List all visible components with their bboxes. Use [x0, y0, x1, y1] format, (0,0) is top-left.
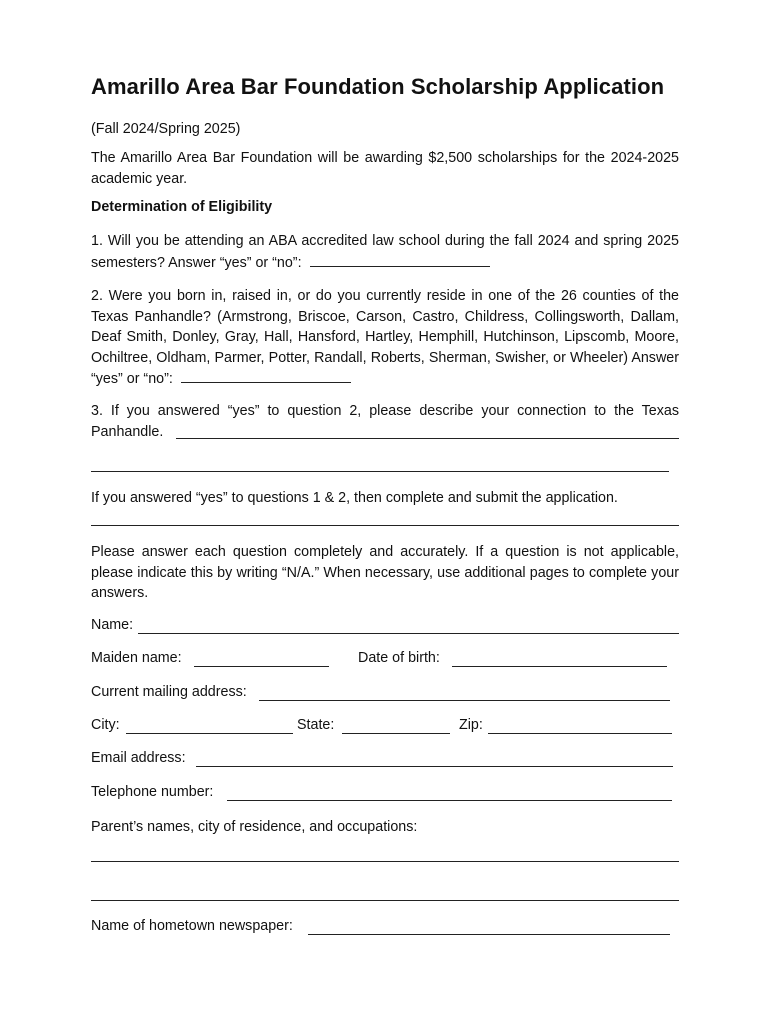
- newspaper-label: Name of hometown newspaper:: [91, 918, 293, 934]
- question-1-text: 1. Will you be attending an ABA accredited law school during the fall 2024 and spring 2025 semesters? Answer “yes” or “no”:: [91, 233, 679, 271]
- maiden-name-label: Maiden name:: [91, 650, 182, 666]
- instructions-paragraph: Please answer each question completely and accurately. If a question is not applicable, please indicate this by writing “N/A.” When necessary, use additional pages to complete your answers.: [91, 544, 679, 601]
- zip-field[interactable]: [488, 733, 672, 734]
- question-3: [91, 401, 679, 442]
- parents-field-line-1[interactable]: [91, 861, 679, 862]
- telephone-field[interactable]: [227, 800, 672, 801]
- eligibility-heading: Determination of Eligibility: [91, 199, 273, 215]
- state-label: State:: [297, 717, 335, 733]
- maiden-name-field[interactable]: [194, 666, 329, 667]
- name-field[interactable]: [138, 633, 679, 634]
- question-2-answer-field[interactable]: [181, 368, 351, 383]
- mailing-address-label: Current mailing address:: [91, 684, 247, 700]
- newspaper-field[interactable]: [308, 934, 670, 935]
- state-field[interactable]: [342, 733, 450, 734]
- proceed-divider: [91, 525, 679, 526]
- page-title: Amarillo Area Bar Foundation Scholarship Application: [91, 74, 665, 99]
- telephone-label: Telephone number:: [91, 784, 214, 800]
- question-2-text: 2. Were you born in, raised in, or do you currently reside in one of the 26 counties of the Texas Panhandle? (Armstrong, Briscoe, Carson, Castro, Childress, Collingsworth, Dallam, Deaf Smith, Donley, Gray, Hall, Hansford, Hartley, Hemphill, Hutchinson, Lipscomb, Moore, Ochiltree, Oldham, Parmer, Potter, Randall, Roberts, Sherman, Swisher, or Wheeler) Answer “yes” or “no”:: [91, 288, 679, 387]
- name-label: Name:: [91, 617, 134, 633]
- parents-field-line-2[interactable]: [91, 900, 679, 901]
- term-label: (Fall 2024/Spring 2025): [91, 121, 241, 137]
- intro-paragraph: The Amarillo Area Bar Foundation will be awarding $2,500 scholarships for the 2024-2025 academic year.: [91, 150, 679, 187]
- question-3-answer-line-2[interactable]: [91, 471, 669, 472]
- date-of-birth-label: Date of birth:: [358, 650, 440, 666]
- parents-label: Parent’s names, city of residence, and occupations:: [91, 819, 418, 835]
- email-label: Email address:: [91, 750, 186, 766]
- proceed-note: If you answered “yes” to questions 1 & 2, then complete and submit the application.: [91, 490, 618, 506]
- city-label: City:: [91, 717, 120, 733]
- question-3-answer-line-1[interactable]: [176, 438, 679, 439]
- question-2: [91, 286, 679, 390]
- date-of-birth-field[interactable]: [452, 666, 667, 667]
- email-field[interactable]: [196, 766, 673, 767]
- question-3-text: 3. If you answered “yes” to question 2, please describe your connection to the Texas Panhandle.: [91, 403, 679, 440]
- zip-label: Zip:: [459, 717, 483, 733]
- question-1: [91, 231, 679, 273]
- question-1-answer-field[interactable]: [310, 252, 490, 267]
- mailing-address-field[interactable]: [259, 700, 670, 701]
- city-field[interactable]: [126, 733, 293, 734]
